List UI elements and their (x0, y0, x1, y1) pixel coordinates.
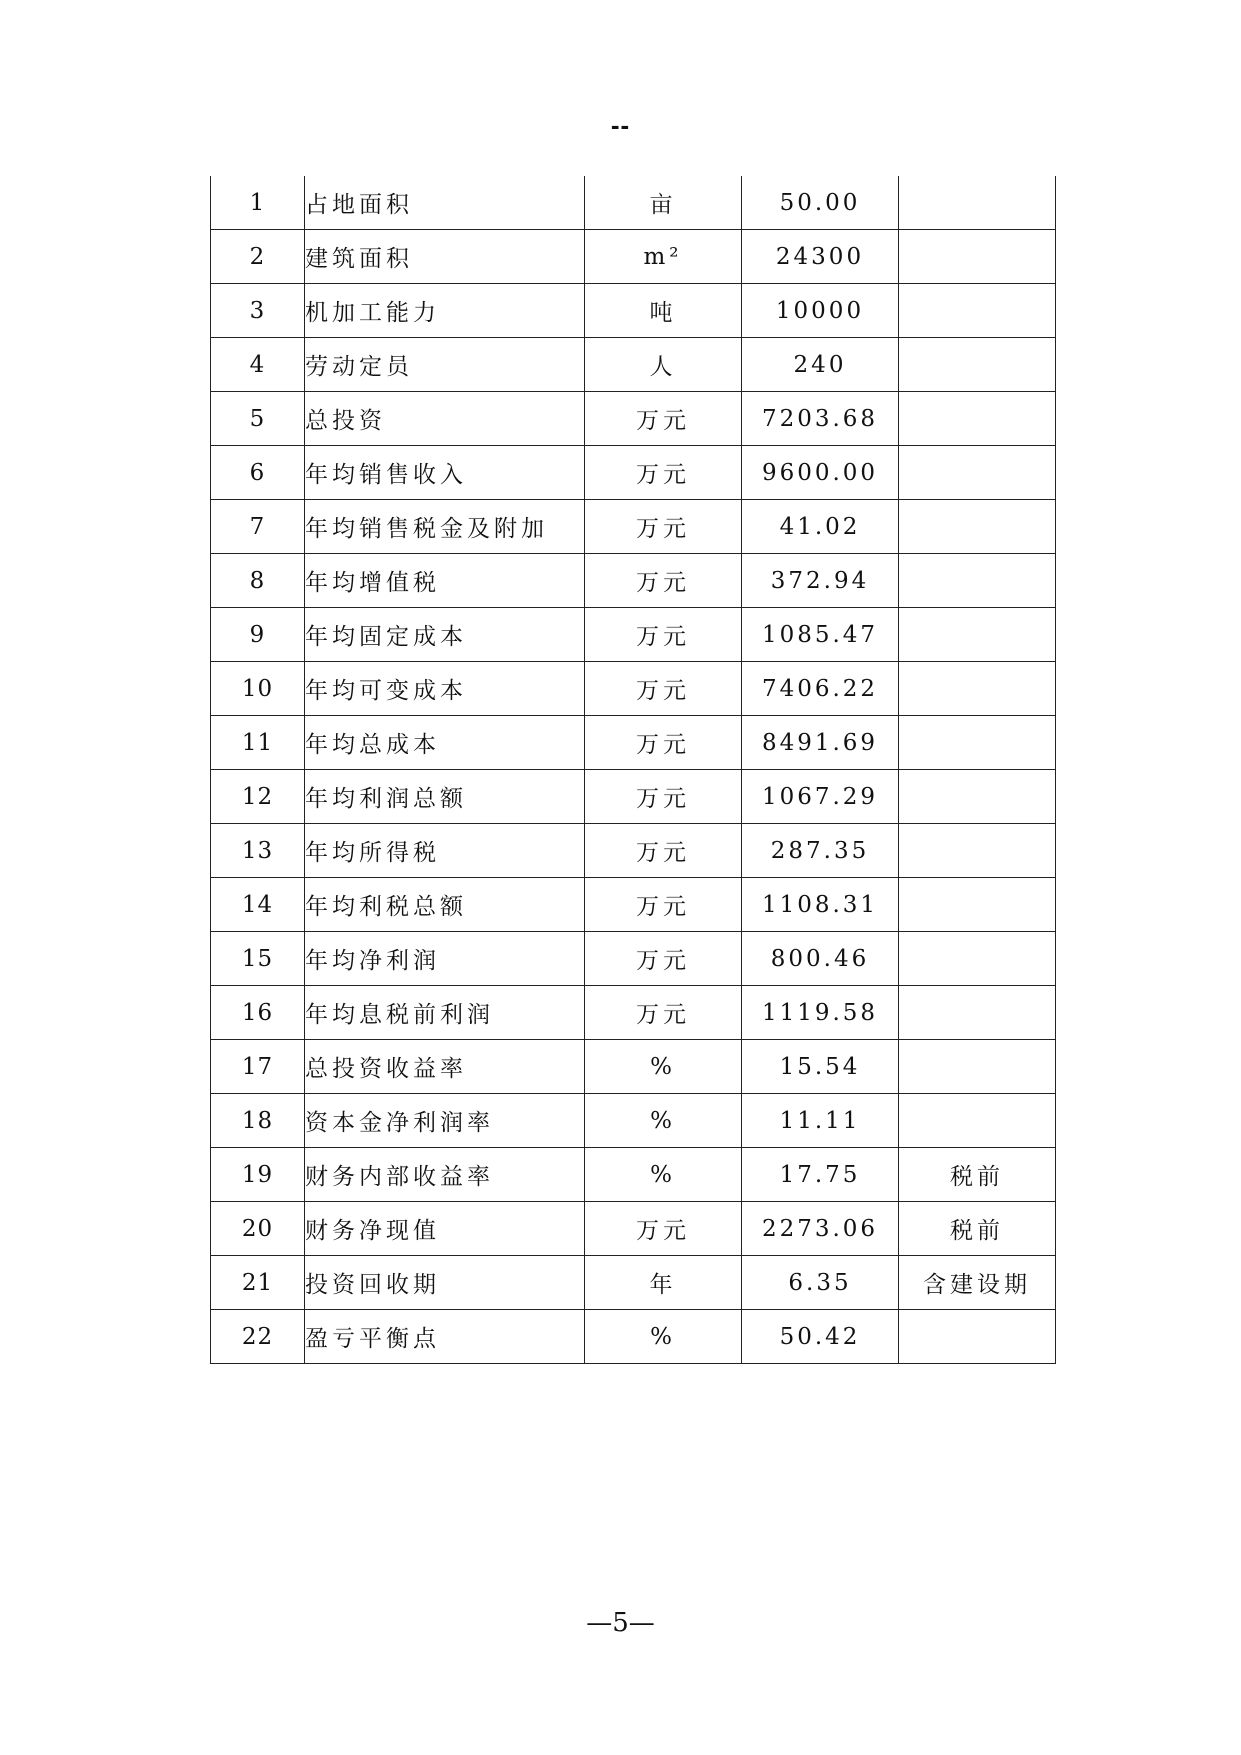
indicator-name-cell: 年均固定成本 (305, 608, 585, 662)
row-number-cell: 11 (211, 716, 305, 770)
unit-cell: % (585, 1040, 742, 1094)
row-number-cell: 1 (211, 176, 305, 230)
row-number-cell: 5 (211, 392, 305, 446)
indicator-name-cell: 总投资 (305, 392, 585, 446)
row-number-cell: 3 (211, 284, 305, 338)
unit-cell: 万元 (585, 554, 742, 608)
indicator-name-cell: 年均总成本 (305, 716, 585, 770)
value-cell: 7203.68 (742, 392, 899, 446)
indicator-name-cell: 财务内部收益率 (305, 1148, 585, 1202)
unit-cell: % (585, 1094, 742, 1148)
value-cell: 50.42 (742, 1310, 899, 1364)
unit-cell: 万元 (585, 446, 742, 500)
value-cell: 240 (742, 338, 899, 392)
indicator-name-cell: 年均净利润 (305, 932, 585, 986)
row-number-cell: 19 (211, 1148, 305, 1202)
unit-cell: 人 (585, 338, 742, 392)
note-cell: 含建设期 (899, 1256, 1056, 1310)
table-row (211, 338, 1056, 392)
value-cell: 9600.00 (742, 446, 899, 500)
row-number-cell: 21 (211, 1256, 305, 1310)
value-cell: 24300 (742, 230, 899, 284)
row-number-cell: 6 (211, 446, 305, 500)
indicator-name-cell: 年均销售收入 (305, 446, 585, 500)
value-cell: 6.35 (742, 1256, 899, 1310)
indicator-name-cell: 总投资收益率 (305, 1040, 585, 1094)
indicator-table (210, 176, 1056, 1364)
table-row (211, 662, 1056, 716)
note-cell (899, 230, 1056, 284)
indicator-name-cell: 财务净现值 (305, 1202, 585, 1256)
unit-cell: % (585, 1310, 742, 1364)
note-cell (899, 608, 1056, 662)
note-cell (899, 176, 1056, 230)
value-cell: 287.35 (742, 824, 899, 878)
page-number: —5— (586, 1608, 655, 1638)
unit-cell: 万元 (585, 770, 742, 824)
value-cell: 2273.06 (742, 1202, 899, 1256)
unit-cell: % (585, 1148, 742, 1202)
value-cell: 372.94 (742, 554, 899, 608)
note-cell (899, 338, 1056, 392)
table-row (211, 1040, 1056, 1094)
row-number-cell: 9 (211, 608, 305, 662)
table-row (211, 392, 1056, 446)
table-row (211, 932, 1056, 986)
indicator-name-cell: 劳动定员 (305, 338, 585, 392)
unit-cell: 万元 (585, 986, 742, 1040)
unit-cell: 万元 (585, 662, 742, 716)
note-cell (899, 770, 1056, 824)
row-number-cell: 13 (211, 824, 305, 878)
note-cell: 税前 (899, 1148, 1056, 1202)
table-row (211, 1310, 1056, 1364)
indicator-name-cell: 资本金净利润率 (305, 1094, 585, 1148)
row-number-cell: 12 (211, 770, 305, 824)
indicator-name-cell: 占地面积 (305, 176, 585, 230)
table-row (211, 1094, 1056, 1148)
row-number-cell: 10 (211, 662, 305, 716)
row-number-cell: 22 (211, 1310, 305, 1364)
note-cell (899, 662, 1056, 716)
row-number-cell: 4 (211, 338, 305, 392)
table-row (211, 230, 1056, 284)
value-cell: 11.11 (742, 1094, 899, 1148)
unit-cell: 万元 (585, 932, 742, 986)
unit-cell: m² (585, 230, 742, 284)
indicator-name-cell: 机加工能力 (305, 284, 585, 338)
row-number-cell: 16 (211, 986, 305, 1040)
note-cell (899, 1310, 1056, 1364)
unit-cell: 万元 (585, 716, 742, 770)
value-cell: 1108.31 (742, 878, 899, 932)
row-number-cell: 2 (211, 230, 305, 284)
row-number-cell: 17 (211, 1040, 305, 1094)
row-number-cell: 7 (211, 500, 305, 554)
note-cell (899, 500, 1056, 554)
value-cell: 8491.69 (742, 716, 899, 770)
note-cell: 税前 (899, 1202, 1056, 1256)
table-row (211, 1256, 1056, 1310)
value-cell: 1067.29 (742, 770, 899, 824)
row-number-cell: 15 (211, 932, 305, 986)
table-row (211, 986, 1056, 1040)
indicator-name-cell: 建筑面积 (305, 230, 585, 284)
table-row (211, 284, 1056, 338)
header-mark: -- (610, 110, 631, 140)
indicator-name-cell: 盈亏平衡点 (305, 1310, 585, 1364)
unit-cell: 万元 (585, 392, 742, 446)
note-cell (899, 716, 1056, 770)
unit-cell: 万元 (585, 608, 742, 662)
note-cell (899, 824, 1056, 878)
row-number-cell: 14 (211, 878, 305, 932)
value-cell: 50.00 (742, 176, 899, 230)
note-cell (899, 986, 1056, 1040)
table-row (211, 500, 1056, 554)
unit-cell: 万元 (585, 878, 742, 932)
unit-cell: 年 (585, 1256, 742, 1310)
unit-cell: 万元 (585, 824, 742, 878)
row-number-cell: 8 (211, 554, 305, 608)
note-cell (899, 1040, 1056, 1094)
table-row (211, 446, 1056, 500)
value-cell: 15.54 (742, 1040, 899, 1094)
unit-cell: 吨 (585, 284, 742, 338)
unit-cell: 万元 (585, 1202, 742, 1256)
indicator-name-cell: 年均所得税 (305, 824, 585, 878)
indicator-name-cell: 年均增值税 (305, 554, 585, 608)
indicator-name-cell: 年均利税总额 (305, 878, 585, 932)
indicator-name-cell: 年均可变成本 (305, 662, 585, 716)
table-row (211, 1202, 1056, 1256)
unit-cell: 万元 (585, 500, 742, 554)
indicator-name-cell: 投资回收期 (305, 1256, 585, 1310)
indicator-name-cell: 年均息税前利润 (305, 986, 585, 1040)
value-cell: 800.46 (742, 932, 899, 986)
table-row (211, 176, 1056, 230)
note-cell (899, 878, 1056, 932)
table-row (211, 1148, 1056, 1202)
row-number-cell: 18 (211, 1094, 305, 1148)
table-row (211, 716, 1056, 770)
value-cell: 1085.47 (742, 608, 899, 662)
note-cell (899, 1094, 1056, 1148)
note-cell (899, 284, 1056, 338)
table-row (211, 878, 1056, 932)
note-cell (899, 392, 1056, 446)
table-row (211, 770, 1056, 824)
row-number-cell: 20 (211, 1202, 305, 1256)
table-row (211, 554, 1056, 608)
table-row (211, 824, 1056, 878)
value-cell: 7406.22 (742, 662, 899, 716)
table-row (211, 608, 1056, 662)
unit-cell: 亩 (585, 176, 742, 230)
value-cell: 1119.58 (742, 986, 899, 1040)
note-cell (899, 554, 1056, 608)
indicator-name-cell: 年均利润总额 (305, 770, 585, 824)
indicator-name-cell: 年均销售税金及附加 (305, 500, 585, 554)
note-cell (899, 446, 1056, 500)
value-cell: 10000 (742, 284, 899, 338)
value-cell: 17.75 (742, 1148, 899, 1202)
indicator-table-body (211, 176, 1056, 1364)
value-cell: 41.02 (742, 500, 899, 554)
note-cell (899, 932, 1056, 986)
